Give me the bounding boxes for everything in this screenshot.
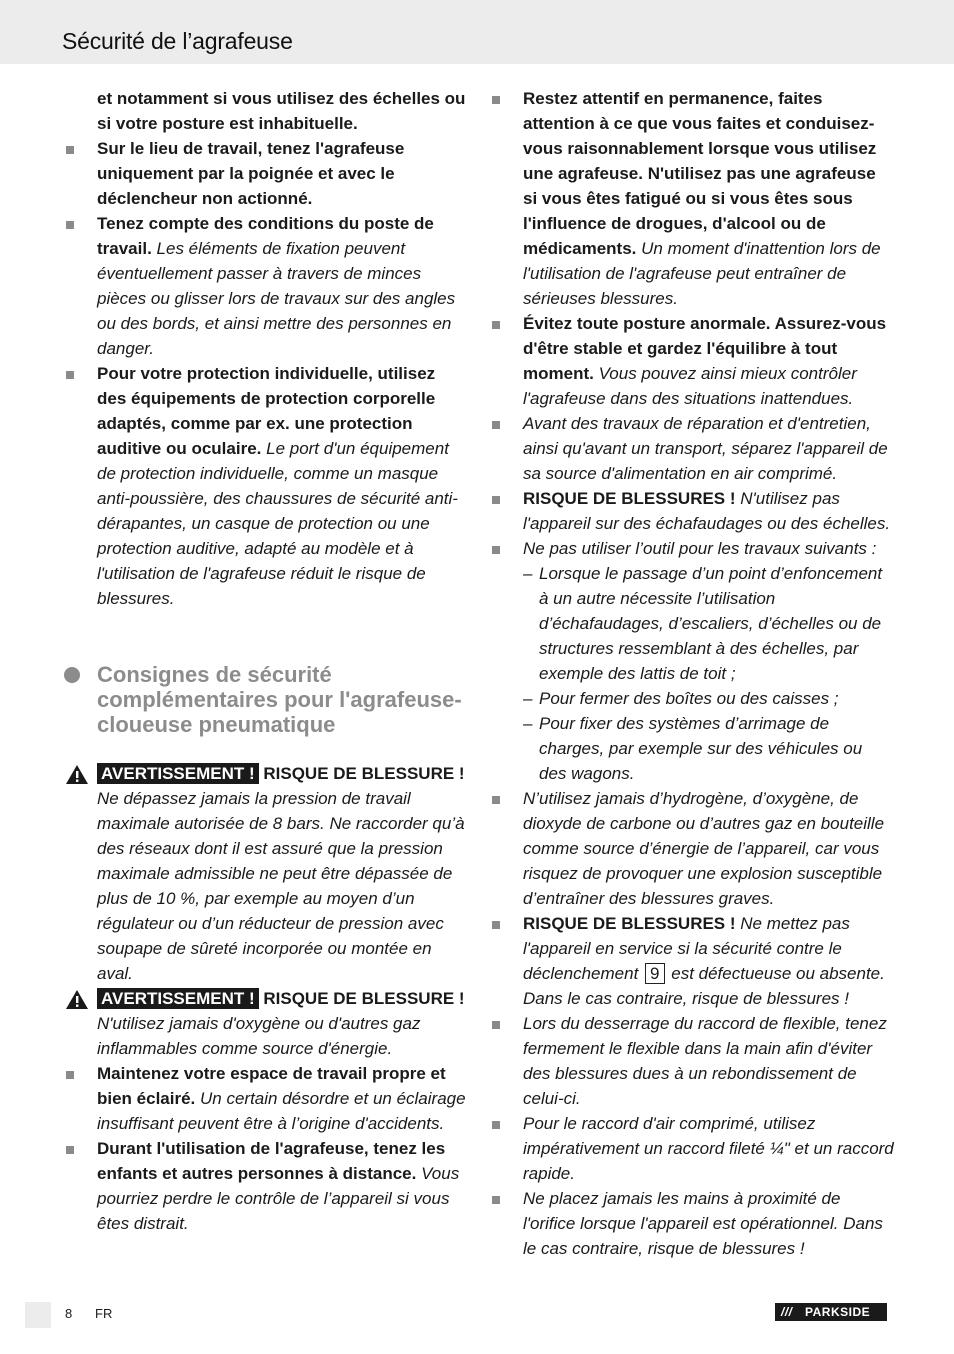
italic-text: Ne placez jamais les mains à proximité de l'orifice lorsque l'appareil est opérationnel. Dans le cas contraire, risque de blessures ! [523, 1189, 883, 1258]
list-item [488, 486, 894, 536]
dash-mark: – [523, 714, 533, 733]
italic-text: Ne mettez pas l'appareil en service si la sécurité contre le déclenchement [523, 914, 850, 983]
list-item [62, 361, 468, 611]
list-item [488, 86, 894, 311]
bold-text: Restez attentif en permanence, faites attention à ce que vous faites et conduisez-vous raisonnablement lorsque vous utilisez une agrafeuse. N'utilisez pas une agrafeuse si vous êtes fatigué ou si vous êtes sous l'influence de drogues, d'alcool ou de médicaments. [523, 89, 877, 258]
italic-text: Un certain désordre et un éclairage insuffisant peuvent être à l’origine d'accidents. [97, 1089, 466, 1133]
italic-text: N'utilisez jamais d'oxygène ou d'autres gaz inflammables comme source d'énergie. [97, 1014, 421, 1058]
bold-text: RISQUE DE BLESSURE ! [263, 989, 465, 1008]
square-bullet-icon [66, 1146, 74, 1154]
dash-item-text: Pour fixer des systèmes d’arrimage de charges, par exemple sur des véhicules ou des wagons. [539, 714, 863, 783]
left-column [62, 86, 468, 1236]
circle-bullet-icon [64, 667, 80, 683]
section-heading-text: Consignes de sécurité complémentaires pour l'agrafeuse-cloueuse pneumatique [97, 662, 462, 737]
square-bullet-icon [66, 146, 74, 154]
list-item [62, 136, 468, 211]
list-item [62, 1061, 468, 1136]
warning-label: AVERTISSEMENT ! [97, 988, 259, 1009]
bold-text: Tenez compte des conditions du poste de travail. [97, 214, 434, 258]
square-bullet-icon [492, 796, 500, 804]
bold-text: Maintenez votre espace de travail propre et bien éclairé. [97, 1064, 446, 1108]
warning-label: AVERTISSEMENT ! [97, 763, 259, 784]
square-bullet-icon [492, 1121, 500, 1129]
list-item [488, 786, 894, 911]
section-heading [62, 662, 468, 737]
list-item [488, 1186, 894, 1261]
dash-mark: – [523, 564, 533, 583]
italic-text: Un moment d'inattention lors de l'utilisation de l'agrafeuse peut entraîner de sérieuses blessures. [523, 239, 881, 308]
square-bullet-icon [492, 921, 500, 929]
italic-text: est défectueuse ou absente. Dans le cas contraire, risque de blessures ! [523, 964, 885, 1008]
list-item [488, 911, 894, 1011]
square-bullet-icon [66, 1071, 74, 1079]
list-item [62, 211, 468, 361]
bold-text: RISQUE DE BLESSURES ! [523, 489, 736, 508]
italic-text: N’utilisez jamais d’hydrogène, d’oxygène, de dioxyde de carbone ou d’autres gaz en bouteille comme source d’énergie de l’appareil, car vous risquez de provoquer une explosion susceptible d’entraîner des blessures graves. [523, 789, 885, 908]
square-bullet-icon [66, 221, 74, 229]
logo-text: PARKSIDE [805, 1305, 871, 1319]
dash-item-text: Lorsque le passage d’un point d’enfoncement à un autre nécessite l’utilisation d’échafaudages, d’escaliers, d’échelles ou de structures ressemblant à des échelles, par exemple des lattis de toit ; [539, 564, 883, 683]
italic-text: Ne pas utiliser l’outil pour les travaux suivants : [523, 539, 877, 558]
square-bullet-icon [492, 1196, 500, 1204]
square-bullet-icon [492, 496, 500, 504]
footer-page-box [25, 1302, 51, 1328]
square-bullet-icon [492, 321, 500, 329]
italic-text: Pour le raccord d'air comprimé, utilisez impérativement un raccord fileté ¼" et un raccord rapide. [523, 1114, 894, 1183]
square-bullet-icon [66, 371, 74, 379]
dash-list-item [523, 711, 894, 786]
square-bullet-icon [492, 546, 500, 554]
square-bullet-icon [492, 1021, 500, 1029]
paragraph-continuation [62, 86, 468, 136]
warning-triangle-icon [65, 989, 89, 1010]
bold-text: Pour votre protection individuelle, utilisez des équipements de protection corporelle adaptés, comme par ex. une protection auditive ou oculaire. [97, 364, 436, 458]
list-item [62, 1136, 468, 1236]
dash-list [523, 561, 894, 786]
list-item [488, 1011, 894, 1111]
dash-list-item [523, 686, 894, 711]
list-item [488, 1111, 894, 1186]
list-item [488, 536, 894, 561]
square-bullet-icon [492, 421, 500, 429]
bold-text: Évitez toute posture anormale. Assurez-vous d'être stable et gardez l'équilibre à tout moment. [523, 314, 887, 383]
right-column [488, 86, 894, 1261]
warning-triangle-icon [65, 764, 89, 785]
bold-text: Sur le lieu de travail, tenez l'agrafeuse uniquement par la poignée et avec le déclencheur non actionné. [97, 139, 405, 208]
part-reference-number: 9 [645, 963, 664, 984]
dash-item-text: Pour fermer des boîtes ou des caisses ; [539, 689, 839, 708]
italic-text: Le port d'un équipement de protection individuelle, comme un masque anti-poussière, des chaussures de sécurité anti-dérapantes, un casque de protection ou une protection auditive, adapté au modèle et à l'utilisation de l'agrafeuse réduit le risque de blessures. [97, 439, 458, 608]
italic-text: Lors du desserrage du raccord de flexible, tenez fermement le flexible dans la main afin d'éviter des blessures dues à un rebondissement de celui-ci. [523, 1014, 887, 1108]
italic-text: Vous pourriez perdre le contrôle de l’appareil si vous êtes distrait. [97, 1164, 460, 1233]
bold-text: RISQUE DE BLESSURES ! [523, 914, 736, 933]
square-bullet-icon [492, 96, 500, 104]
warning-item [62, 761, 468, 986]
italic-text: Avant des travaux de réparation et d'entretien, ainsi qu'avant un transport, séparez l'appareil de sa source d'alimentation en air comprimé. [523, 414, 888, 483]
bold-text: RISQUE DE BLESSURE ! [263, 764, 465, 783]
bold-text: Durant l'utilisation de l'agrafeuse, tenez les enfants et autres personnes à distance. [97, 1139, 446, 1183]
italic-text: N'utilisez pas l'appareil sur des échafaudages ou des échelles. [523, 489, 891, 533]
page-number: 8 [65, 1306, 73, 1321]
language-code: FR [95, 1306, 113, 1321]
parkside-logo [775, 1303, 887, 1321]
list-item [488, 411, 894, 486]
dash-list-item [523, 561, 894, 686]
bold-text: et notamment si vous utilisez des échelles ou si votre posture est inhabituelle. [97, 89, 466, 133]
page-header [0, 0, 954, 64]
logo-stripes: /// [781, 1305, 793, 1319]
italic-text: Vous pouvez ainsi mieux contrôler l'agrafeuse dans des situations inattendues. [523, 364, 857, 408]
warning-item [62, 986, 468, 1061]
page-title: Sécurité de l’agrafeuse [62, 28, 293, 54]
list-item [488, 311, 894, 411]
italic-text: Les éléments de fixation peuvent éventuellement passer à travers de minces pièces ou glisser lors de travaux sur des angles ou des bords, et ainsi mettre des personnes en danger. [97, 239, 456, 358]
dash-mark: – [523, 689, 533, 708]
italic-text: Ne dépassez jamais la pression de travail maximale autorisée de 8 bars. Ne raccorder qu’à des réseaux dont il est assuré que la pression maximale admissible ne peut être dépassée de plus de 10 %, par exemple au moyen d’un régulateur ou d’un réducteur de pression avec soupape de sûreté incorporée ou montée en aval. [97, 789, 465, 983]
